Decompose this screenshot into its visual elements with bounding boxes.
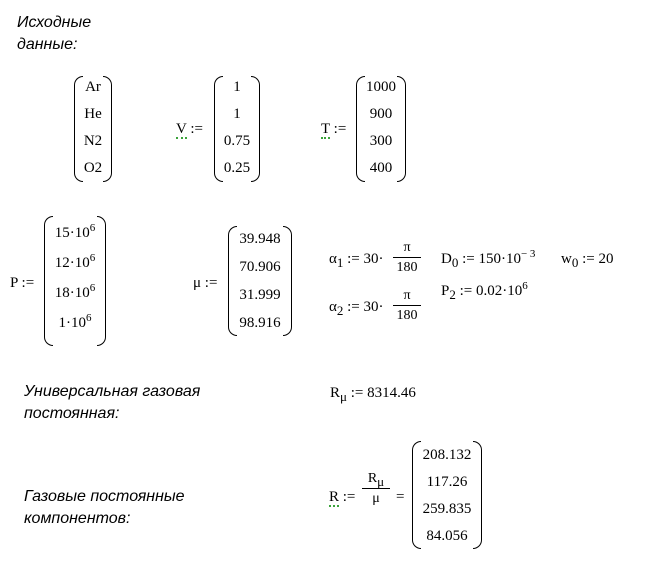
matrix-cell: O2 — [83, 160, 103, 176]
p-label — [10, 274, 34, 292]
mu-assign: := — [204, 275, 218, 291]
matrix-cell: 31.999 — [239, 287, 281, 303]
matrix-cell: 98.916 — [239, 315, 281, 331]
matrix-cell: 208.132 — [422, 447, 472, 463]
p-matrix — [44, 216, 106, 346]
alpha2-expr: $\alpha_2$ := 30· — [329, 299, 384, 318]
heading-initial-data: Исходные данные: — [17, 14, 92, 53]
heading-universal-gas-constant: Универсальная газовая постоянная: — [24, 383, 201, 422]
equals-sign: = — [396, 489, 405, 505]
p-name: P — [10, 275, 18, 291]
r-matrix — [412, 441, 482, 549]
v-label — [176, 120, 203, 138]
d0-expr: $D_0$ := $150\cdot 10^{- 3}$ — [441, 248, 536, 270]
matrix-cell: 259.835 — [422, 501, 472, 517]
r-name: R — [329, 489, 340, 505]
fraction-bar — [393, 257, 421, 258]
mu-name: μ — [193, 275, 202, 291]
matrix-cell: 1 — [233, 79, 241, 95]
matrix-cell: 70.906 — [239, 259, 281, 275]
matrix-cell: Ar — [85, 79, 101, 95]
rmu-expr: $R_\mu$ := 8314.46 — [330, 385, 416, 404]
p-assign: := — [21, 275, 35, 291]
t-matrix — [356, 76, 406, 182]
matrix-cell: 900 — [369, 106, 393, 122]
matrix-cell: $1\cdot 10^6$ — [58, 312, 92, 331]
r-label — [329, 488, 355, 506]
heading-component-gas-constants: Газовые постоянные компонентов: — [24, 488, 185, 527]
fraction-numerator: π — [403, 240, 411, 255]
t-assign: := — [333, 121, 347, 137]
r-assign: := — [342, 489, 356, 505]
matrix-cell: N2 — [83, 133, 103, 149]
alpha1-expr: $\alpha_1$ := 30· — [329, 251, 384, 270]
fraction-denominator: μ — [372, 491, 380, 506]
components-matrix — [74, 76, 112, 182]
matrix-cell: 400 — [369, 160, 393, 176]
t-label — [321, 120, 346, 138]
fraction-denominator: 180 — [396, 260, 418, 275]
v-matrix — [214, 76, 260, 182]
matrix-cell: $18\cdot 10^6$ — [54, 282, 96, 301]
matrix-cell: 0.75 — [223, 133, 251, 149]
matrix-cell: 1 — [233, 106, 241, 122]
matrix-cell: $12\cdot 10^6$ — [54, 252, 96, 271]
alpha2-fraction — [393, 287, 421, 324]
v-name: V — [176, 121, 187, 137]
t-name: T — [321, 121, 330, 137]
matrix-cell: 0.25 — [223, 160, 251, 176]
matrix-cell: 84.056 — [426, 528, 468, 544]
fraction-denominator: 180 — [396, 308, 418, 323]
matrix-cell: He — [84, 106, 102, 122]
fraction-bar — [362, 488, 390, 489]
w0-expr: $w_0$ := 20 — [561, 251, 614, 270]
fraction-bar — [393, 305, 421, 306]
mu-label — [193, 274, 217, 292]
r-fraction — [362, 470, 390, 507]
alpha1-fraction — [393, 239, 421, 276]
mu-matrix — [228, 226, 292, 336]
matrix-cell: 1000 — [366, 79, 396, 95]
matrix-cell: 300 — [369, 133, 393, 149]
fraction-numerator: $R_\mu$ — [367, 471, 385, 489]
v-assign: := — [190, 121, 203, 137]
fraction-numerator: π — [403, 288, 411, 303]
p2-expr: $P_2$ := $0.02\cdot 10^6$ — [441, 280, 528, 302]
matrix-cell: 117.26 — [426, 474, 468, 490]
matrix-cell: $15\cdot 10^6$ — [54, 222, 96, 241]
matrix-cell: 39.948 — [239, 231, 281, 247]
